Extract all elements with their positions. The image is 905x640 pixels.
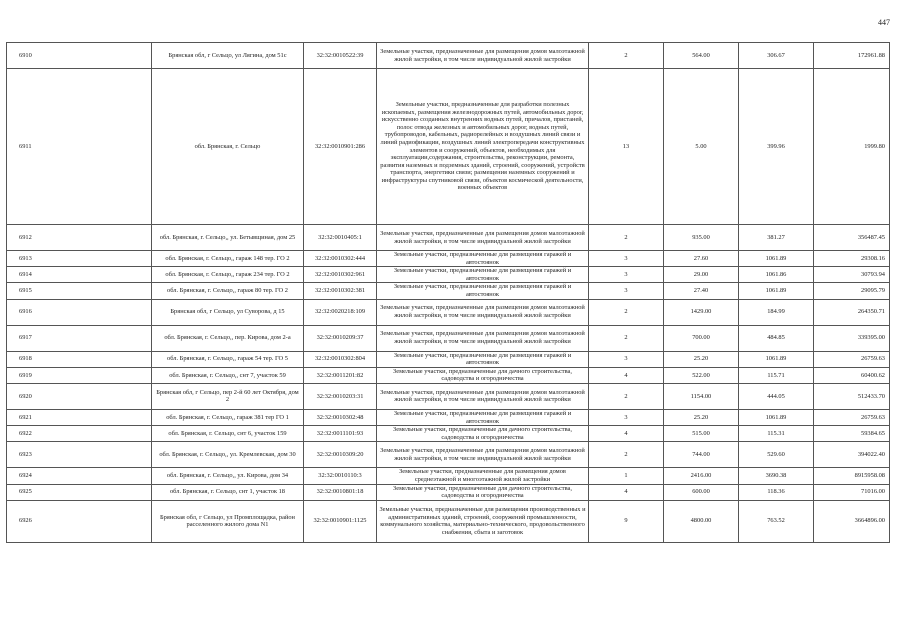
address-cell: обл. Брянская, г. Сельцо, снт 6, участок 159 bbox=[152, 426, 304, 442]
area-cell: 700.00 bbox=[664, 325, 739, 351]
rate-cell: 118.36 bbox=[739, 484, 814, 500]
address-cell: Брянская обл, г Сельцо, ул Лягина, дом 51с bbox=[152, 43, 304, 69]
table-row bbox=[7, 468, 890, 484]
cadastral-number-cell: 32:32:0010309:20 bbox=[304, 442, 377, 468]
cadastral-number-cell: 32:32:0010302:381 bbox=[304, 283, 377, 299]
rate-cell: 484.85 bbox=[739, 325, 814, 351]
area-cell: 1429.00 bbox=[664, 299, 739, 325]
group-cell: 2 bbox=[589, 225, 664, 251]
rate-cell: 1061.86 bbox=[739, 267, 814, 283]
table-row bbox=[7, 484, 890, 500]
row-number: 6926 bbox=[7, 500, 152, 542]
address-cell: Брянская обл, г Сельцо, ул Промплощадка, район расселенного жилого дома N1 bbox=[152, 500, 304, 542]
land-use-cell: Земельные участки, предназначенные для дачного строительства, садоводства и огородничества bbox=[377, 426, 589, 442]
cadastral-value-cell: 26759.63 bbox=[814, 409, 890, 425]
rate-cell: 444.05 bbox=[739, 383, 814, 409]
table-row bbox=[7, 69, 890, 225]
area-cell: 564.00 bbox=[664, 43, 739, 69]
cadastral-number-cell: 32:32:0010209:37 bbox=[304, 325, 377, 351]
cadastral-number-cell: 32:32:0010302:48 bbox=[304, 409, 377, 425]
row-number: 6923 bbox=[7, 442, 152, 468]
table-row bbox=[7, 409, 890, 425]
row-number: 6925 bbox=[7, 484, 152, 500]
group-cell: 3 bbox=[589, 251, 664, 267]
cadastral-number-cell: 32:32:0010110:3 bbox=[304, 468, 377, 484]
cadastral-value-cell: 29308.16 bbox=[814, 251, 890, 267]
row-number: 6920 bbox=[7, 383, 152, 409]
land-use-cell: Земельные участки, предназначенные для размещения домов малоэтажной жилой застройки, в том числе индивидуальной жилой застройки bbox=[377, 442, 589, 468]
address-cell: обл. Брянская, г. Сельцо bbox=[152, 69, 304, 225]
address-cell: обл. Брянская, г. Сельцо,, снт 7, участок 59 bbox=[152, 367, 304, 383]
address-cell: обл. Брянская, г. Сельцо,, гараж 234 тер. ГО 2 bbox=[152, 267, 304, 283]
area-cell: 1154.00 bbox=[664, 383, 739, 409]
group-cell: 2 bbox=[589, 442, 664, 468]
land-use-cell: Земельные участки, предназначенные для размещения гаражей и автостоянок bbox=[377, 409, 589, 425]
land-use-cell: Земельные участки, предназначенные для размещения гаражей и автостоянок bbox=[377, 283, 589, 299]
row-number: 6924 bbox=[7, 468, 152, 484]
table-row bbox=[7, 426, 890, 442]
group-cell: 3 bbox=[589, 283, 664, 299]
address-cell: обл. Брянская, г. Сельцо,, пер. Кирова, дом 2-а bbox=[152, 325, 304, 351]
land-use-cell: Земельные участки, предназначенные для дачного строительства, садоводства и огородничества bbox=[377, 484, 589, 500]
cadastral-number-cell: 32:32:0010901:286 bbox=[304, 69, 377, 225]
group-cell: 1 bbox=[589, 468, 664, 484]
cadastral-number-cell: 32:32:0010302:961 bbox=[304, 267, 377, 283]
cadastral-value-cell: 26759.63 bbox=[814, 351, 890, 367]
address-cell: Брянская обл, г Сельцо, пер 2-й 60 лет Октября, дом 2 bbox=[152, 383, 304, 409]
cadastral-number-cell: 32:32:0011201:82 bbox=[304, 367, 377, 383]
cadastral-number-cell: 32:32:0020218:109 bbox=[304, 299, 377, 325]
table-row bbox=[7, 367, 890, 383]
land-use-cell: Земельные участки, предназначенные для разработки полезных ископаемых, размещения железнодорожных путей, автомобильных дорог, искусственно созданных внутренних водных путей, причалов, пристаней, полос отвода железных и автомобильных дорог, водных путей, трубопроводов, кабельных, радиорелейных и воздушных линий связи и линий радиофикации, воздушных линий электропередачи конструктивных элементов и сооружений, объектов, необходимых для эксплуатации,содержания, строительства, реконструкции, ремонта, развития наземных и подземных зданий, строений, сооружений, устройств транспорта, энергетики связи; размещения наземных сооружений и инфраструктуры спутниковой связи, объектов космической деятельности, военных объектов bbox=[377, 69, 589, 225]
group-cell: 4 bbox=[589, 426, 664, 442]
area-cell: 935.00 bbox=[664, 225, 739, 251]
area-cell: 744.00 bbox=[664, 442, 739, 468]
cadastral-number-cell: 32:32:0010801:18 bbox=[304, 484, 377, 500]
cadastral-number-cell: 32:32:0010302:444 bbox=[304, 251, 377, 267]
address-cell: обл. Брянская, г. Сельцо,, гараж 80 тер. ГО 2 bbox=[152, 283, 304, 299]
rate-cell: 1061.89 bbox=[739, 351, 814, 367]
land-use-cell: Земельные участки, предназначенные для размещения производственных и административных зданий, строений, сооружений промышленности, коммунального хозяйства, материально-технического, продовольственного снабжения, сбыта и заготовок bbox=[377, 500, 589, 542]
rate-cell: 1061.89 bbox=[739, 283, 814, 299]
cadastral-value-cell: 356487.45 bbox=[814, 225, 890, 251]
cadastral-value-cell: 339395.00 bbox=[814, 325, 890, 351]
table-row bbox=[7, 325, 890, 351]
cadastral-number-cell: 32:32:0011101:93 bbox=[304, 426, 377, 442]
rate-cell: 115.31 bbox=[739, 426, 814, 442]
rate-cell: 763.52 bbox=[739, 500, 814, 542]
table-row bbox=[7, 267, 890, 283]
cadastral-value-cell: 3664896.00 bbox=[814, 500, 890, 542]
land-use-cell: Земельные участки, предназначенные для размещения домов малоэтажной жилой застройки, в том числе индивидуальной жилой застройки bbox=[377, 299, 589, 325]
cadastral-value-cell: 512433.70 bbox=[814, 383, 890, 409]
group-cell: 2 bbox=[589, 43, 664, 69]
table-row bbox=[7, 225, 890, 251]
table-row bbox=[7, 251, 890, 267]
rate-cell: 1061.89 bbox=[739, 409, 814, 425]
row-number: 6919 bbox=[7, 367, 152, 383]
cadastral-number-cell: 32:32:0010522:39 bbox=[304, 43, 377, 69]
address-cell: обл. Брянская, г. Сельцо,, гараж 148 тер. ГО 2 bbox=[152, 251, 304, 267]
rate-cell: 381.27 bbox=[739, 225, 814, 251]
group-cell: 3 bbox=[589, 351, 664, 367]
row-number: 6912 bbox=[7, 225, 152, 251]
cadastral-value-cell: 71016.00 bbox=[814, 484, 890, 500]
land-use-cell: Земельные участки, предназначенные для размещения домов малоэтажной жилой застройки, в том числе индивидуальной жилой застройки bbox=[377, 225, 589, 251]
address-cell: Брянская обл, г Сельцо, ул Суворова, д 15 bbox=[152, 299, 304, 325]
row-number: 6914 bbox=[7, 267, 152, 283]
rate-cell: 115.71 bbox=[739, 367, 814, 383]
rate-cell: 184.99 bbox=[739, 299, 814, 325]
rate-cell: 306.67 bbox=[739, 43, 814, 69]
group-cell: 2 bbox=[589, 299, 664, 325]
rate-cell: 3690.38 bbox=[739, 468, 814, 484]
area-cell: 27.40 bbox=[664, 283, 739, 299]
group-cell: 2 bbox=[589, 383, 664, 409]
cadastral-number-cell: 32:32:0010302:804 bbox=[304, 351, 377, 367]
group-cell: 3 bbox=[589, 409, 664, 425]
cadastral-number-cell: 32:32:0010405:1 bbox=[304, 225, 377, 251]
area-cell: 25.20 bbox=[664, 351, 739, 367]
table-row bbox=[7, 351, 890, 367]
address-cell: обл. Брянская, г. Сельцо, снт 1, участок 18 bbox=[152, 484, 304, 500]
page-number: 447 bbox=[878, 18, 890, 27]
table-row bbox=[7, 43, 890, 69]
group-cell: 9 bbox=[589, 500, 664, 542]
cadastral-table bbox=[6, 42, 890, 543]
row-number: 6910 bbox=[7, 43, 152, 69]
land-use-cell: Земельные участки, предназначенные для размещения домов среднеэтажной и многоэтажной жилой застройки bbox=[377, 468, 589, 484]
row-number: 6915 bbox=[7, 283, 152, 299]
group-cell: 4 bbox=[589, 367, 664, 383]
land-use-cell: Земельные участки, предназначенные для размещения гаражей и автостоянок bbox=[377, 251, 589, 267]
row-number: 6917 bbox=[7, 325, 152, 351]
area-cell: 4800.00 bbox=[664, 500, 739, 542]
area-cell: 522.00 bbox=[664, 367, 739, 383]
area-cell: 2416.00 bbox=[664, 468, 739, 484]
rate-cell: 529.60 bbox=[739, 442, 814, 468]
cadastral-value-cell: 394022.40 bbox=[814, 442, 890, 468]
cadastral-value-cell: 29095.79 bbox=[814, 283, 890, 299]
cadastral-value-cell: 172961.88 bbox=[814, 43, 890, 69]
row-number: 6918 bbox=[7, 351, 152, 367]
area-cell: 5.00 bbox=[664, 69, 739, 225]
group-cell: 13 bbox=[589, 69, 664, 225]
group-cell: 3 bbox=[589, 267, 664, 283]
row-number: 6916 bbox=[7, 299, 152, 325]
land-use-cell: Земельные участки, предназначенные для размещения домов малоэтажной жилой застройки, в том числе индивидуальной жилой застройки bbox=[377, 325, 589, 351]
area-cell: 600.00 bbox=[664, 484, 739, 500]
address-cell: обл. Брянская, г. Сельцо,, ул. Кремлевская, дом 30 bbox=[152, 442, 304, 468]
table-row bbox=[7, 283, 890, 299]
table-row bbox=[7, 383, 890, 409]
cadastral-value-cell: 264350.71 bbox=[814, 299, 890, 325]
cadastral-value-cell: 59384.65 bbox=[814, 426, 890, 442]
row-number: 6911 bbox=[7, 69, 152, 225]
land-use-cell: Земельные участки, предназначенные для размещения домов малоэтажной жилой застройки, в том числе индивидуальной жилой застройки bbox=[377, 43, 589, 69]
address-cell: обл. Брянская, г. Сельцо,, гараж 54 тер. ГО 5 bbox=[152, 351, 304, 367]
land-use-cell: Земельные участки, предназначенные для размещения гаражей и автостоянок bbox=[377, 351, 589, 367]
land-use-cell: Земельные участки, предназначенные для дачного строительства, садоводства и огородничества bbox=[377, 367, 589, 383]
area-cell: 25.20 bbox=[664, 409, 739, 425]
row-number: 6922 bbox=[7, 426, 152, 442]
address-cell: обл. Брянская, г. Сельцо,, ул. Кирова, дом 34 bbox=[152, 468, 304, 484]
cadastral-number-cell: 32:32:0010203:31 bbox=[304, 383, 377, 409]
rate-cell: 1061.89 bbox=[739, 251, 814, 267]
cadastral-value-cell: 60400.62 bbox=[814, 367, 890, 383]
group-cell: 4 bbox=[589, 484, 664, 500]
area-cell: 27.60 bbox=[664, 251, 739, 267]
address-cell: обл. Брянская, г. Сельцо,, ул. Бетывщиная, дом 25 bbox=[152, 225, 304, 251]
address-cell: обл. Брянская, г. Сельцо,, гараж 381 тер ГО 1 bbox=[152, 409, 304, 425]
table-row bbox=[7, 299, 890, 325]
cadastral-number-cell: 32:32:0010901:1125 bbox=[304, 500, 377, 542]
row-number: 6913 bbox=[7, 251, 152, 267]
row-number: 6921 bbox=[7, 409, 152, 425]
area-cell: 515.00 bbox=[664, 426, 739, 442]
area-cell: 29.00 bbox=[664, 267, 739, 283]
land-use-cell: Земельные участки, предназначенные для размещения гаражей и автостоянок bbox=[377, 267, 589, 283]
cadastral-value-cell: 1999.80 bbox=[814, 69, 890, 225]
land-use-cell: Земельные участки, предназначенные для размещения домов малоэтажной жилой застройки, в том числе индивидуальной жилой застройки bbox=[377, 383, 589, 409]
table-row bbox=[7, 442, 890, 468]
group-cell: 2 bbox=[589, 325, 664, 351]
table-row bbox=[7, 500, 890, 542]
cadastral-value-cell: 8915958.08 bbox=[814, 468, 890, 484]
cadastral-value-cell: 30793.94 bbox=[814, 267, 890, 283]
rate-cell: 399.96 bbox=[739, 69, 814, 225]
